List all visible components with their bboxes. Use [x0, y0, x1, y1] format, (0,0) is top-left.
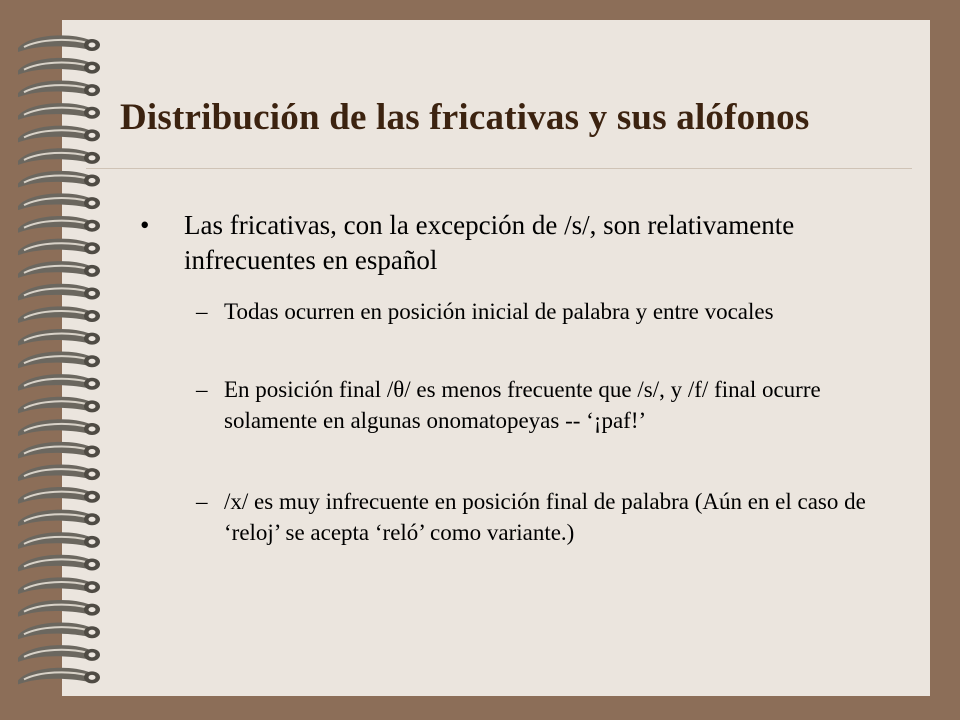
slide-title: Distribución de las fricativas y sus alófonos — [120, 97, 810, 138]
spiral-ring — [18, 419, 100, 436]
spiral-ring — [18, 352, 100, 369]
spiral-ring — [18, 216, 100, 233]
spiral-ring — [18, 193, 100, 210]
spiral-ring — [18, 58, 100, 75]
bullet-marker: • — [140, 210, 150, 240]
spiral-ring — [18, 645, 100, 662]
spiral-ring — [18, 329, 100, 346]
spiral-ring — [18, 577, 100, 594]
spiral-ring — [18, 464, 100, 481]
spiral-ring — [18, 532, 100, 549]
spiral-ring — [18, 126, 100, 143]
spiral-ring — [18, 171, 100, 188]
spiral-ring — [18, 148, 100, 165]
spiral-binding — [10, 30, 110, 690]
spiral-ring — [18, 668, 100, 685]
sub-bullet-text: /x/ es muy infrecuente en posición final de palabra (Aún en el caso de ‘reloj’ se acepta ‘reló’ como variante.) — [224, 489, 866, 545]
sub-bullet-text: Todas ocurren en posición inicial de palabra y entre vocales — [224, 299, 774, 324]
spiral-ring — [18, 442, 100, 459]
bullet-text: Las fricativas, con la excepción de /s/, son relativamente infrecuentes en español — [184, 210, 795, 275]
sub-bullet-marker: – — [196, 489, 208, 514]
spiral-ring — [18, 306, 100, 323]
spiral-ring — [18, 487, 100, 504]
spiral-ring — [18, 35, 100, 52]
spiral-ring — [18, 261, 100, 278]
spiral-ring — [18, 623, 100, 640]
spiral-ring — [18, 80, 100, 97]
sub-bullet-marker: – — [196, 299, 208, 324]
spiral-ring — [18, 103, 100, 120]
spiral-ring — [18, 239, 100, 256]
spiral-ring — [18, 374, 100, 391]
title-divider — [86, 168, 912, 169]
spiral-ring — [18, 510, 100, 527]
spiral-ring — [18, 600, 100, 617]
sub-bullet-marker: – — [196, 377, 208, 402]
spiral-ring — [18, 555, 100, 572]
spiral-ring — [18, 284, 100, 301]
spiral-ring — [18, 397, 100, 414]
sub-bullet-text: En posición final /θ/ es menos frecuente que /s/, y /f/ final ocurre solamente en algunas onomatopeyas -- ‘¡paf!’ — [224, 377, 821, 433]
